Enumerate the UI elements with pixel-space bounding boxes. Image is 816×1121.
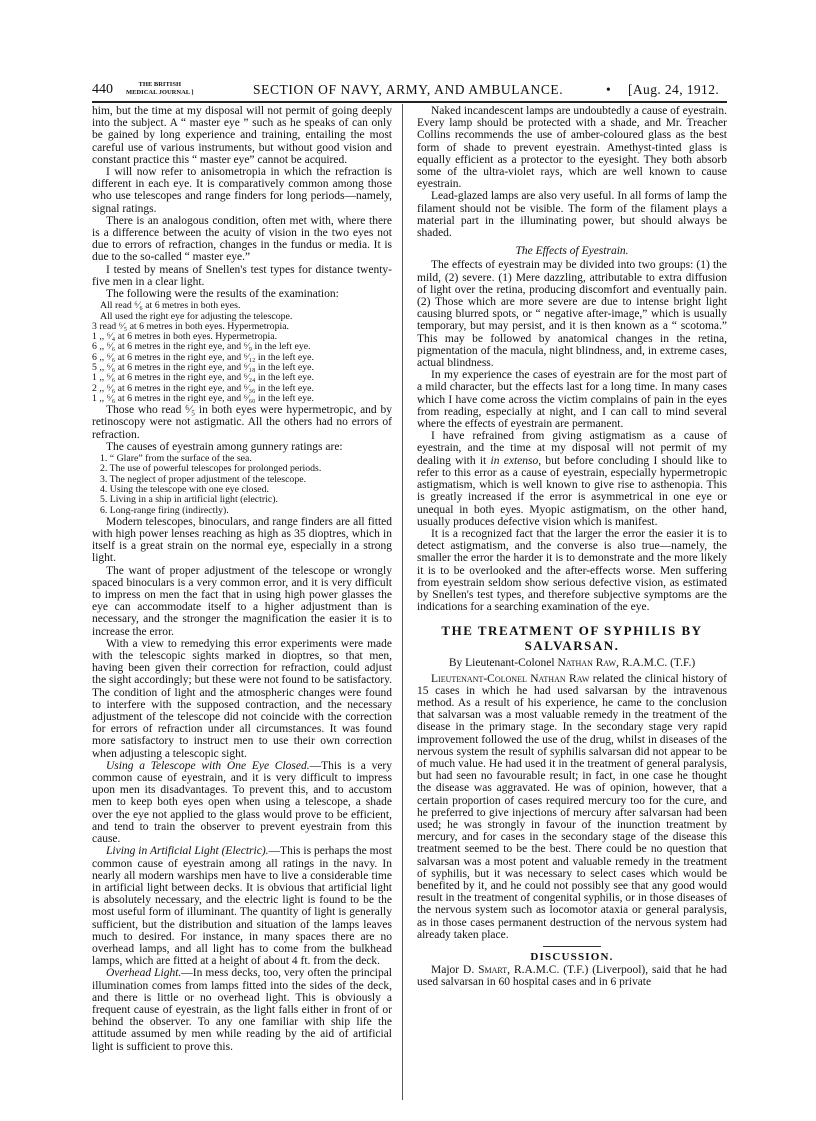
paragraph bbox=[92, 967, 392, 1052]
paragraph: The following were the results of the examination: bbox=[106, 288, 339, 301]
result-line: 3 read ⁶⁄₅ at 6 metres in both eyes. Hypermetropia. bbox=[92, 320, 289, 332]
paragraph-body: , R.A.M.C. (T.F.) (Liverpool), said that he had used salvarsan in 60 hospital cases and in 6 private bbox=[417, 964, 727, 989]
run-in-heading: Overhead Light. bbox=[106, 967, 182, 980]
paragraph: I tested by means of Snellen's test types for distance twenty-five men in a clear light. bbox=[92, 263, 392, 288]
result-line: All used the right eye for adjusting the telescope. bbox=[100, 310, 293, 322]
author-name: Nathan Raw bbox=[557, 657, 617, 670]
paragraph: Lead-glazed lamps are also very useful. In all forms of lamp the filament should not be visible. The form of the filament plays a material part in the illuminating power, but should always be shaded. bbox=[417, 190, 727, 240]
list-item: 2. The use of powerful telescopes for prolonged periods. bbox=[100, 463, 322, 475]
header-bullet: • bbox=[606, 82, 611, 97]
paragraph bbox=[92, 760, 392, 845]
causes-list bbox=[92, 454, 392, 516]
paragraph-body: related the clinical history of 15 cases in which he had used salvarsan by the intravenous method. As a result of his experience, he came to the conclusion that salvarsan was a most valuable remedy in the treatment of the disease in the primary stage. In the secondary stage very rapid improvement followed the use of the drug, whilst in diseases of the nervous system the result of syphilis salvarsan did not appear to be of much value. He had used it in the treatment of general paralysis, but had seen no favourable result; in fact, in one case he thought the disease was aggravated. He was of opinion, however, that a certain proportion of cases required mercury too for the cure, and he preferred to give injections of mercury after salvarsan had been used; he was strongly in favour of the inunction treatment by mercury, and for cases in the secondary stage of the disease this treatment seemed to be the best. There could be no question that salvarsan was a most potent and valuable remedy in the treatment of syphilis, but it was necessary to select cases which would be benefited by it, and he could not possibly see that any good would result in the treatment of congenital syphilis, or in those diseases of the nervous system such as locomotor ataxia or general paralysis, as in those cases permanent destruction of the nervous system had already taken place. bbox=[417, 672, 728, 941]
journal-name bbox=[126, 81, 194, 97]
paragraph bbox=[92, 845, 392, 967]
list-item: 5. Living in a ship in artificial light (electric). bbox=[100, 494, 278, 506]
paragraph: With a view to remedying this error experiments were made with the telescopic sights marked in dioptres, so that men, having been given their correction for refraction, could adjust the sight accordingly; but these were not found to be satisfactory. The condition of light and the atmospheric changes were found to interfere with the supposed contraction, and the necessary adjustment of the telescope did not coincide with the correction for errors of refraction under all circumstances. It was found more satisfactory to instruct men to use their own correction when adjusting a telescopic sight. bbox=[92, 637, 392, 760]
journal-name-line1: THE BRITISH bbox=[138, 81, 181, 88]
paragraph: There is an analogous condition, often met with, where there is a difference between the acuity of vision in the two eyes not due to errors of refraction, changes in the fundus or media. It is due to the so-called “ master eye.” bbox=[92, 214, 392, 264]
result-line: 1 ,, ⁶⁄₄ at 6 metres in both eyes. Hypermetropia. bbox=[92, 331, 278, 343]
list-item: 4. Using the telescope with one eye closed. bbox=[100, 483, 269, 495]
paragraph: In my experience the cases of eyestrain are for the most part of a mild character, but the effects last for a long time. In many cases which I have come across the victim complains of pain in the eyes from reading, especially at night, and I can call to mind several where the effects of eyestrain are permanent. bbox=[417, 369, 727, 431]
page-number: 440 bbox=[92, 82, 113, 97]
paragraph: The causes of eyestrain among gunnery ratings are: bbox=[106, 440, 343, 453]
paragraph-body: —This is a very common cause of eyestrain, and it is very difficult to impress upon men its disadvantages. To prevent this, and to accustom men to keep both eyes open when using a telescope, a shade over the eye not applied to the glass would prove to be efficient, and tend to train the observer to prevent eyestrain from this cause. bbox=[92, 759, 392, 846]
paragraph: him, but the time at my disposal will not permit of going deeply into the subject. A “ master eye ” such as he speaks of can only be gained by long experience and training, entailing the most careful use of various instruments, but without good vision and constant practice this “ master eye” cannot be acquired. bbox=[92, 105, 392, 166]
list-item: 3. The neglect of proper adjustment of the telescope. bbox=[100, 473, 307, 485]
header-rule bbox=[92, 101, 727, 103]
speaker-prefix: Major D. bbox=[431, 964, 479, 977]
byline-suffix: , R.A.M.C. (T.F.) bbox=[616, 657, 696, 670]
discussion-heading: DISCUSSION. bbox=[530, 951, 614, 963]
paragraph-body: , but before concluding I should like to refer to this error as a cause of eyestrain, especially hypermetropic astigmatism, which is well known to give rise to asthenopia. This is greatly increased if the error is asymmetrical in one eye or unequal in both eyes. Myopic astigmatism, on the other hand, usually produces defective vision which is manifest. bbox=[417, 454, 727, 528]
paragraph bbox=[417, 964, 727, 988]
article-title: THE TREATMENT OF SYPHILIS BY SALVARSAN. bbox=[441, 623, 703, 654]
section-divider bbox=[543, 946, 601, 947]
section-title: SECTION OF NAVY, ARMY, AND AMBULANCE. bbox=[253, 82, 564, 97]
issue-date: [Aug. 24, 1912. bbox=[628, 82, 720, 97]
paragraph bbox=[417, 430, 727, 528]
journal-name-line2: MEDICAL JOURNAL ] bbox=[126, 89, 194, 96]
subheading: The Effects of Eyestrain. bbox=[515, 245, 629, 258]
paragraph-body: I have refrained from giving astigmatism as a cause of eyestrain, and the time at my disposal will not permit of my dealing with it bbox=[417, 430, 727, 467]
paragraph bbox=[417, 673, 727, 941]
run-in-heading: Living in Artificial Light (Electric). bbox=[106, 845, 269, 858]
paragraph: Naked incandescent lamps are undoubtedly a cause of eyestrain. Every lamp should be protected with a shade, and Mr. Treacher Collins recommends the use of amber-coloured glass as the best form of shade to prevent eyestrain. Amethyst-tinted glass is equally efficient as a protector to the eyesight. They both absorb some of the ultra-violet rays, which are well known to cause eyestrain. bbox=[417, 105, 728, 191]
result-line: All read ⁶⁄₆ at 6 metres in both eyes. bbox=[100, 300, 241, 312]
paragraph-body: —In mess decks, too, very often the principal illumination comes from lamps fitted into the sides of the deck, and there is little or no overhead light. This is obviously a frequent cause of eyestrain, as the light falls either in front of or behind the observer. To any one familiar with ship life the attitude assumed by men while reading by the aid of artificial light is sufficient to prove this. bbox=[92, 967, 392, 1053]
column-divider bbox=[402, 104, 403, 1100]
result-line: 5 ,, ⁶⁄₆ at 6 metres in the right eye, and ⁶⁄₁₈ in the left eye. bbox=[92, 362, 314, 374]
paragraph: It is a recognized fact that the larger the error the easier it is to detect astigmatism, and the converse is also true—namely, the smaller the error the harder it is to demonstrate and the more likely it is to be overlooked and the after-effects worse. Men suffering from eyestrain seldom show serious defective vision, as estimated by Snellen's test types, and therefore subjective symptoms are the indications for a searching examination of the eye. bbox=[417, 527, 727, 614]
result-line: 1 ,, ⁶⁄₆ at 6 metres in the right eye, and ⁶⁄₆₀ in the left eye. bbox=[92, 392, 314, 404]
result-line: 6 ,, ⁶⁄₆ at 6 metres in the right eye, and ⁶⁄₉ in the left eye. bbox=[92, 341, 311, 353]
speaker-name: Smart bbox=[478, 964, 508, 977]
byline-prefix: By Lieutenant-Colonel bbox=[448, 657, 558, 670]
right-column bbox=[417, 105, 727, 989]
examination-results bbox=[92, 301, 392, 404]
run-in-heading: Using a Telescope with One Eye Closed. bbox=[106, 759, 310, 772]
latin-phrase: in extenso bbox=[490, 454, 539, 467]
paragraph: The effects of eyestrain may be divided into two groups: (1) the mild, (2) severe. (1) Mere dazzling, attributable to extra diffusion of light over the retina, producing discomfort and eventually pain. (2) Those which are more severe are due to intense bright light causing blurred spots, or “ negative after-image,” which is usually temporary, but may persist, and it is then known as a “ scotoma.” This may be followed by anatomical changes in the retina, pigmentation of the macula, night blindness, and, in extreme cases, actual blindness. bbox=[417, 259, 727, 370]
paragraph: I will now refer to anisometropia in which the refraction is different in each eye. It is comparatively common among those who use telescopes and range finders for long periods—namely, signal ratings. bbox=[92, 166, 392, 215]
paragraph: Those who read ⁶⁄₅ in both eyes were hypermetropic, and by retinoscopy were not astigmatic. All the others had no errors of refraction. bbox=[92, 404, 392, 441]
result-line: 1 ,, ⁶⁄₆ at 6 metres in the right eye, and ⁶⁄₂₄ in the left eye. bbox=[92, 372, 314, 384]
paragraph: The want of proper adjustment of the telescope or wrongly spaced binoculars is a very common error, and it is very difficult to impress on men the fact that in using high power glasses the eye can accommodate itself to a higher adjustment than is necessary, and the stronger the magnification the easier it is to increase the error. bbox=[92, 564, 392, 638]
list-item: 6. Long-range firing (indirectly). bbox=[100, 504, 229, 516]
result-line: 6 ,, ⁶⁄₆ at 6 metres in the right eye, and ⁶⁄₁₂ in the left eye. bbox=[92, 351, 314, 363]
paragraph: Modern telescopes, binoculars, and range finders are all fitted with high power lenses reaching as high as 35 dioptres, which in itself is a great strain on the normal eye, especially in a strong light. bbox=[92, 515, 392, 565]
paragraph-body: —This is perhaps the most common cause of eyestrain among all ratings in the navy. In nearly all modern warships men have to live a considerable time in artificial light between decks. It is obvious that artificial light is absolutely necessary, and the electric light is found to be the most useful form of illuminant. The quantity of light is generally sufficient, but the distribution and situation of the lamps leaves much to desired. For instance, in many spaces there are no overhead lamps, and all light has to come from the bulkhead lamps, which are fitted at a height of about 4 ft. from the deck. bbox=[92, 845, 393, 968]
result-line: 2 ,, ⁶⁄₆ at 6 metres in the right eye, and ⁶⁄₃₆ in the left eye. bbox=[92, 382, 314, 394]
left-column bbox=[92, 105, 392, 1053]
running-header bbox=[0, 80, 816, 102]
byline bbox=[417, 657, 727, 669]
list-item: 1. “ Glare” from the surface of the sea. bbox=[100, 453, 252, 465]
speaker-name: Lieutenant-Colonel Nathan Raw bbox=[431, 672, 590, 685]
